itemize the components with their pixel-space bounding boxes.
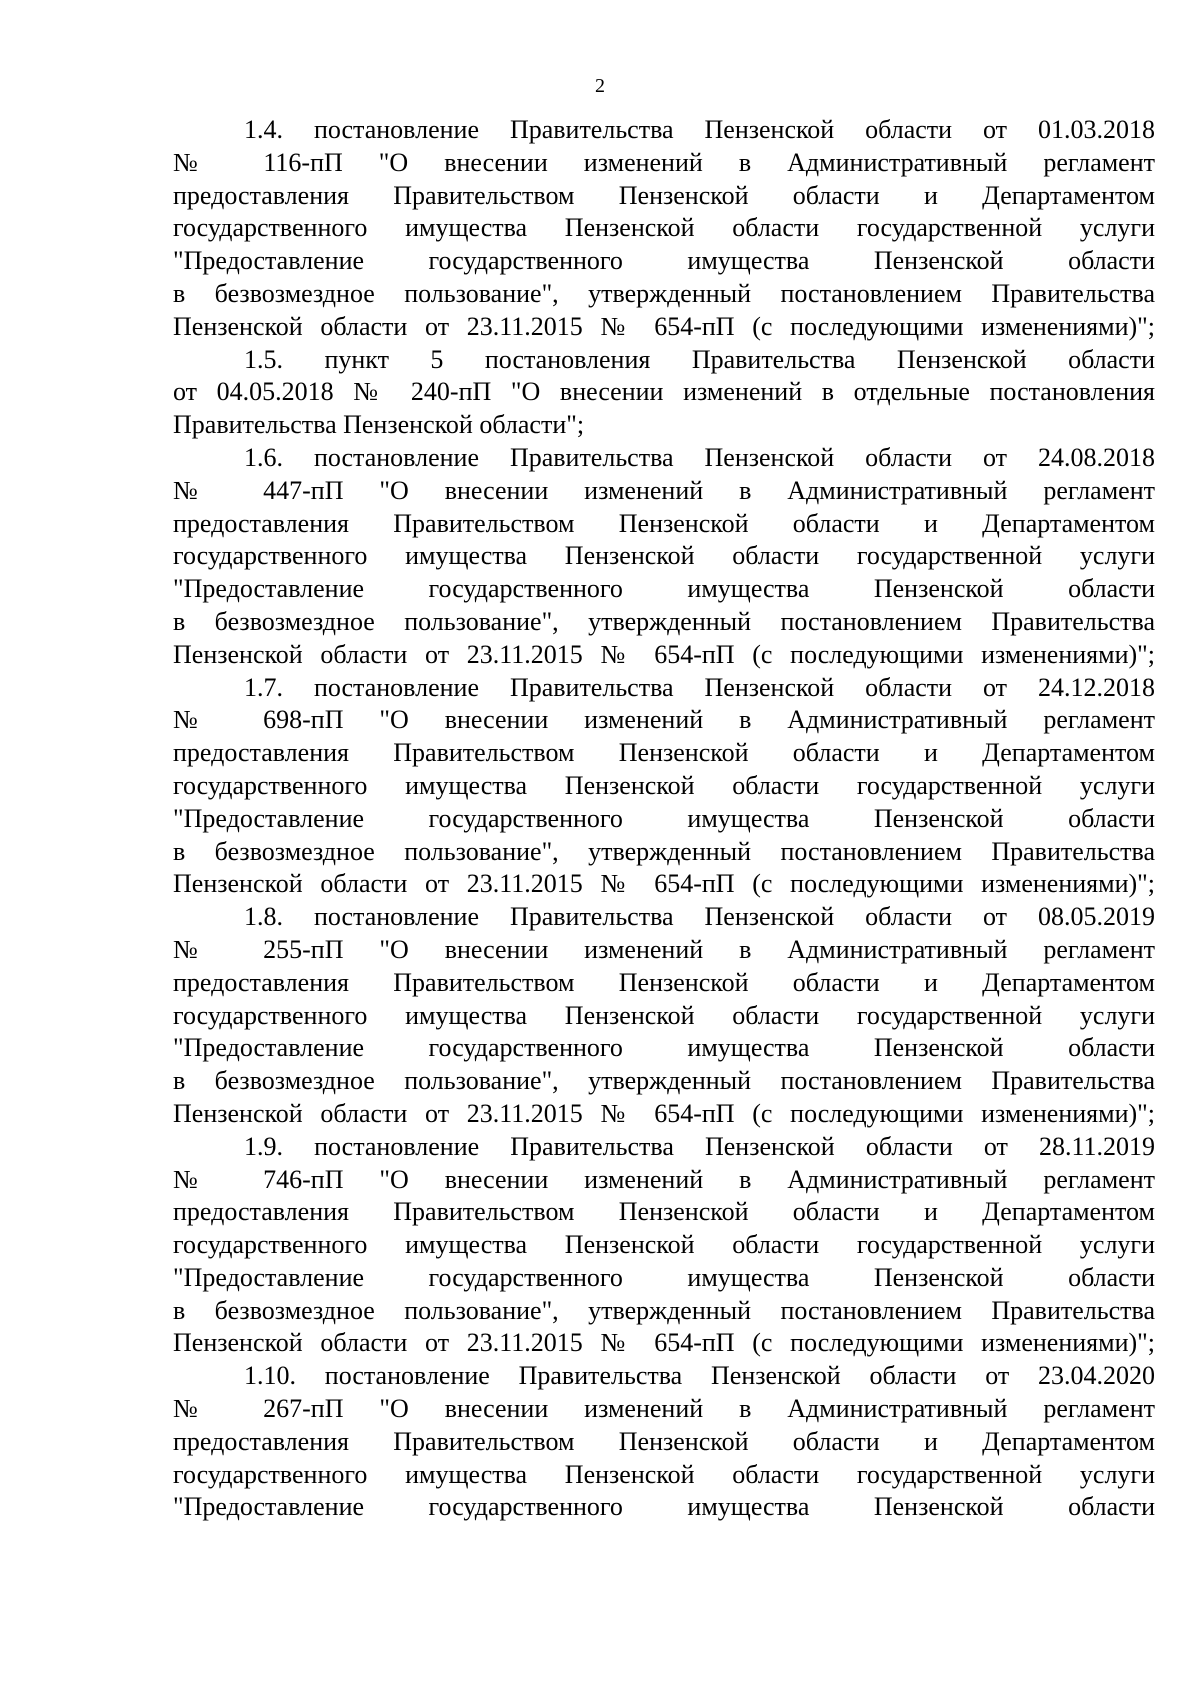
paragraph-1-6-line-7: Пензенской области от 23.11.2015 № 654-пП (с последующими изменениями)"; (173, 639, 1155, 669)
paragraph-1-6-line-6: в безвозмездное пользование", утвержденный постановлением Правительства (173, 606, 1155, 636)
paragraph-1-10-line-5: "Предоставление государственного имущества Пензенской области (173, 1492, 1155, 1522)
paragraph-1-5-line-3: Правительства Пензенской области"; (173, 410, 585, 440)
document-body (173, 114, 1155, 1524)
paragraph-1-4-line-2: № 116-пП "О внесении изменений в Административный регламент (173, 147, 1155, 177)
paragraph-1-7-line-3: предоставления Правительством Пензенской области и Департаментом (173, 738, 1155, 768)
paragraph-1-6-line-3: предоставления Правительством Пензенской области и Департаментом (173, 508, 1155, 538)
paragraph-1-9-line-1: 1.9. постановление Правительства Пензенской области от 28.11.2019 (244, 1131, 1155, 1161)
paragraph-1-6-line-4: государственного имущества Пензенской области государственной услуги (173, 541, 1155, 571)
page-number: 2 (595, 75, 605, 97)
paragraph-1-8-line-7: Пензенской области от 23.11.2015 № 654-пП (с последующими изменениями)"; (173, 1098, 1155, 1128)
paragraph-1-8-line-6: в безвозмездное пользование", утвержденный постановлением Правительства (173, 1066, 1155, 1096)
paragraph-1-7-line-7: Пензенской области от 23.11.2015 № 654-пП (с последующими изменениями)"; (173, 869, 1155, 899)
paragraph-1-8-line-1: 1.8. постановление Правительства Пензенской области от 08.05.2019 (244, 902, 1155, 932)
paragraph-1-7-line-5: "Предоставление государственного имущества Пензенской области (173, 803, 1155, 833)
paragraph-1-4-line-3: предоставления Правительством Пензенской области и Департаментом (173, 180, 1155, 210)
paragraph-1-7-line-1: 1.7. постановление Правительства Пензенской области от 24.12.2018 (244, 672, 1155, 702)
paragraph-1-8-line-5: "Предоставление государственного имущества Пензенской области (173, 1033, 1155, 1063)
paragraph-1-4-line-1: 1.4. постановление Правительства Пензенской области от 01.03.2018 (244, 115, 1155, 144)
paragraph-1-9-line-6: в безвозмездное пользование", утвержденный постановлением Правительства (173, 1295, 1155, 1325)
paragraph-1-9-line-4: государственного имущества Пензенской области государственной услуги (173, 1230, 1155, 1260)
paragraph-1-10-line-1: 1.10. постановление Правительства Пензенской области от 23.04.2020 (244, 1361, 1155, 1391)
paragraph-1-10-line-4: государственного имущества Пензенской области государственной услуги (173, 1459, 1155, 1489)
paragraph-1-9-line-2: № 746-пП "О внесении изменений в Административный регламент (173, 1164, 1155, 1194)
paragraph-1-10-line-3: предоставления Правительством Пензенской области и Департаментом (173, 1426, 1155, 1456)
paragraph-1-4-line-4: государственного имущества Пензенской области государственной услуги (173, 213, 1155, 243)
paragraph-1-4-line-6: в безвозмездное пользование", утвержденный постановлением Правительства (173, 278, 1155, 308)
paragraph-1-4-line-5: "Предоставление государственного имущества Пензенской области (173, 246, 1155, 276)
paragraph-1-7-line-2: № 698-пП "О внесении изменений в Административный регламент (173, 705, 1155, 735)
paragraph-1-6-line-1: 1.6. постановление Правительства Пензенской области от 24.08.2018 (244, 442, 1155, 472)
paragraph-1-6-line-2: № 447-пП "О внесении изменений в Административный регламент (173, 475, 1155, 505)
paragraph-1-9-line-3: предоставления Правительством Пензенской области и Департаментом (173, 1197, 1155, 1227)
paragraph-1-5-line-2: от 04.05.2018 № 240-пП "О внесении изменений в отдельные постановления (173, 377, 1155, 407)
paragraph-1-8-line-2: № 255-пП "О внесении изменений в Административный регламент (173, 934, 1155, 964)
paragraph-1-9-line-5: "Предоставление государственного имущества Пензенской области (173, 1262, 1155, 1292)
paragraph-1-8-line-4: государственного имущества Пензенской области государственной услуги (173, 1000, 1155, 1030)
paragraph-1-7-line-6: в безвозмездное пользование", утвержденный постановлением Правительства (173, 836, 1155, 866)
paragraph-1-4-line-7: Пензенской области от 23.11.2015 № 654-пП (с последующими изменениями)"; (173, 311, 1155, 341)
paragraph-1-9-line-7: Пензенской области от 23.11.2015 № 654-пП (с последующими изменениями)"; (173, 1328, 1155, 1358)
paragraph-1-5-line-1: 1.5. пункт 5 постановления Правительства Пензенской области (244, 344, 1155, 374)
paragraph-1-8-line-3: предоставления Правительством Пензенской области и Департаментом (173, 967, 1155, 997)
paragraph-1-10-line-2: № 267-пП "О внесении изменений в Административный регламент (173, 1394, 1155, 1424)
paragraph-1-7-line-4: государственного имущества Пензенской области государственной услуги (173, 770, 1155, 800)
paragraph-1-6-line-5: "Предоставление государственного имущества Пензенской области (173, 574, 1155, 604)
